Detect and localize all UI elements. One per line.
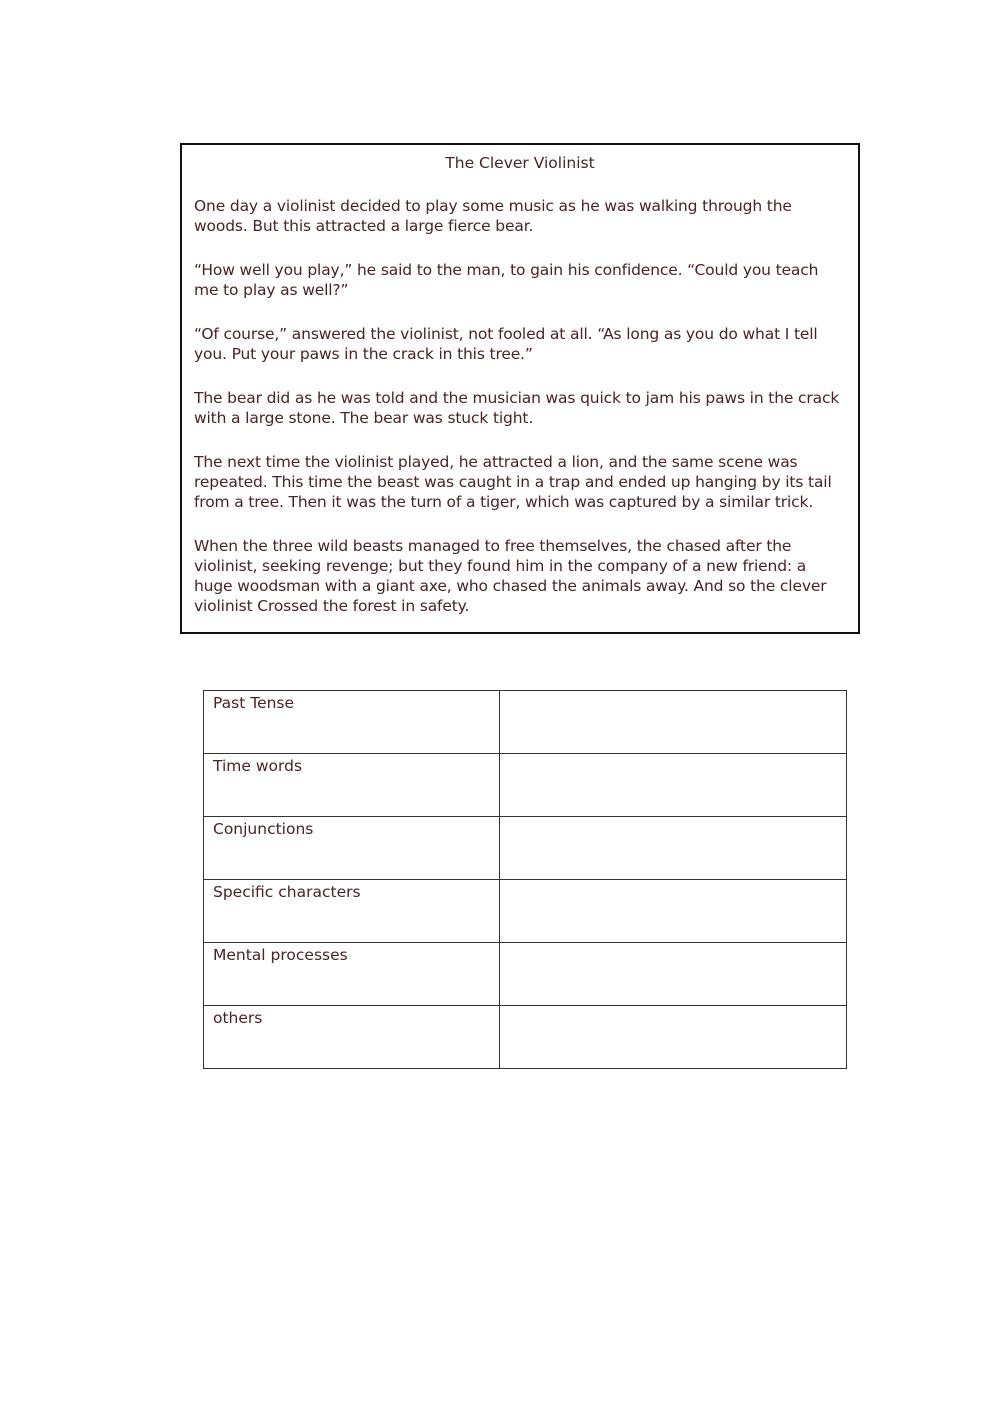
row-label-conjunctions: Conjunctions xyxy=(204,817,500,880)
story-paragraph: The bear did as he was told and the musician was quick to jam his paws in the crack with a large stone. The bear was stuck tight. xyxy=(194,389,840,427)
story-paragraph: “Of course,” answered the violinist, not fooled at all. “As long as you do what I tell you. Put your paws in the crack in this tree.” xyxy=(194,325,818,363)
story-paragraph: When the three wild beasts managed to free themselves, the chased after the violinist, seeking revenge; but they found him in the company of a new friend: a huge woodsman with a giant axe, who chased the animals away. And so the clever violinist Crossed the forest in safety. xyxy=(194,537,827,615)
row-label-past-tense: Past Tense xyxy=(204,691,500,754)
row-label-specific-characters: Specific characters xyxy=(204,880,500,943)
answer-cell-others[interactable] xyxy=(499,1006,846,1069)
table-row xyxy=(204,754,847,817)
row-label-mental-processes: Mental processes xyxy=(204,943,500,1006)
row-label-time-words: Time words xyxy=(204,754,500,817)
table-row xyxy=(204,943,847,1006)
table-row xyxy=(204,817,847,880)
story-paragraph: The next time the violinist played, he attracted a lion, and the same scene was repeated. This time the beast was caught in a trap and ended up hanging by its tail from a tree. Then it was the turn of a tiger, which was captured by a similar trick. xyxy=(194,453,832,511)
table-row xyxy=(204,691,847,754)
story-title: The Clever Violinist xyxy=(445,154,595,172)
story-paragraph: One day a violinist decided to play some music as he was walking through the woods. But this attracted a large fierce bear. xyxy=(194,197,792,235)
analysis-table xyxy=(203,690,847,1069)
table-row xyxy=(204,1006,847,1069)
answer-cell-specific-characters[interactable] xyxy=(499,880,846,943)
row-label-others: others xyxy=(204,1006,500,1069)
answer-cell-past-tense[interactable] xyxy=(499,691,846,754)
answer-cell-mental-processes[interactable] xyxy=(499,943,846,1006)
answer-cell-time-words[interactable] xyxy=(499,754,846,817)
story-paragraph: “How well you play,” he said to the man, to gain his confidence. “Could you teach me to play as well?” xyxy=(194,261,819,299)
table-row xyxy=(204,880,847,943)
answer-cell-conjunctions[interactable] xyxy=(499,817,846,880)
story-box xyxy=(180,143,860,634)
